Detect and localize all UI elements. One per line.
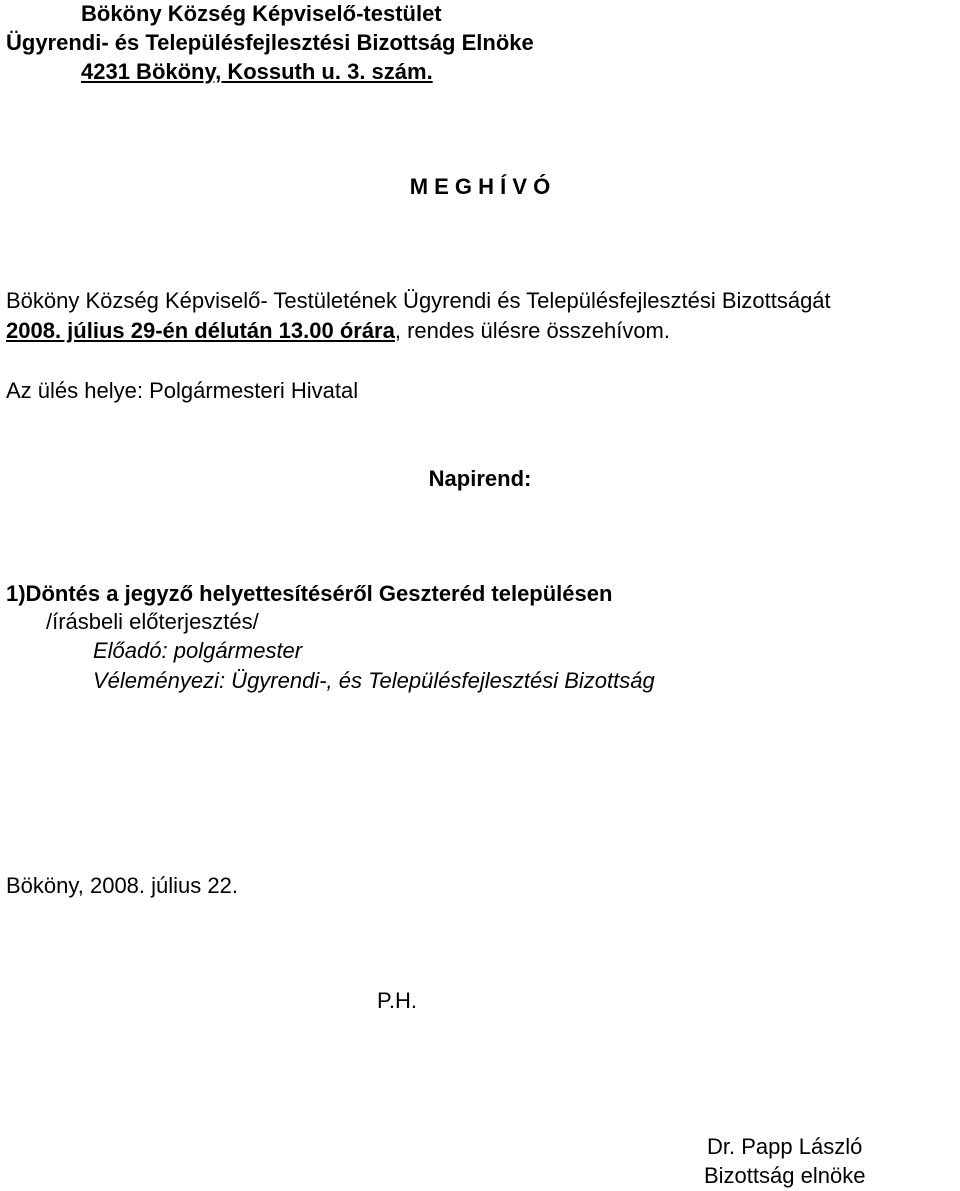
intro-date-line bbox=[6, 317, 670, 345]
meeting-date-time: 2008. július 29-én délután 13.00 órára bbox=[6, 318, 395, 343]
date-place: Bököny, 2008. július 22. bbox=[6, 873, 238, 898]
meeting-location: Az ülés helye: Polgármesteri Hivatal bbox=[6, 378, 359, 403]
signer-role: Bizottság elnöke bbox=[704, 1163, 866, 1188]
header-committee-chair: Ügyrendi- és Településfejlesztési Bizottság Elnöke bbox=[6, 30, 534, 55]
intro-line: Bököny Község Képviselő- Testületének Ügyrendi és Településfejlesztési Bizottságát bbox=[6, 288, 831, 313]
stamp-placeholder: P.H. bbox=[377, 988, 417, 1013]
agenda-item-reviewer: Véleményezi: Ügyrendi-, és Településfejlesztési Bizottság bbox=[93, 668, 655, 693]
agenda-item-note: /írásbeli előterjesztés/ bbox=[46, 609, 259, 634]
signer-name: Dr. Papp László bbox=[707, 1134, 863, 1159]
agenda-heading: Napirend: bbox=[428, 466, 532, 491]
document-title: M E G H Í V Ó bbox=[409, 174, 551, 199]
agenda-item-presenter: Előadó: polgármester bbox=[93, 638, 303, 663]
header-council-name: Bököny Község Képviselő-testület bbox=[81, 1, 442, 26]
agenda-item-title: 1)Döntés a jegyző helyettesítéséről Geszteréd településen bbox=[6, 581, 613, 606]
header-address: 4231 Bököny, Kossuth u. 3. szám. bbox=[81, 59, 433, 84]
intro-line-suffix: , rendes ülésre összehívom. bbox=[394, 318, 670, 343]
